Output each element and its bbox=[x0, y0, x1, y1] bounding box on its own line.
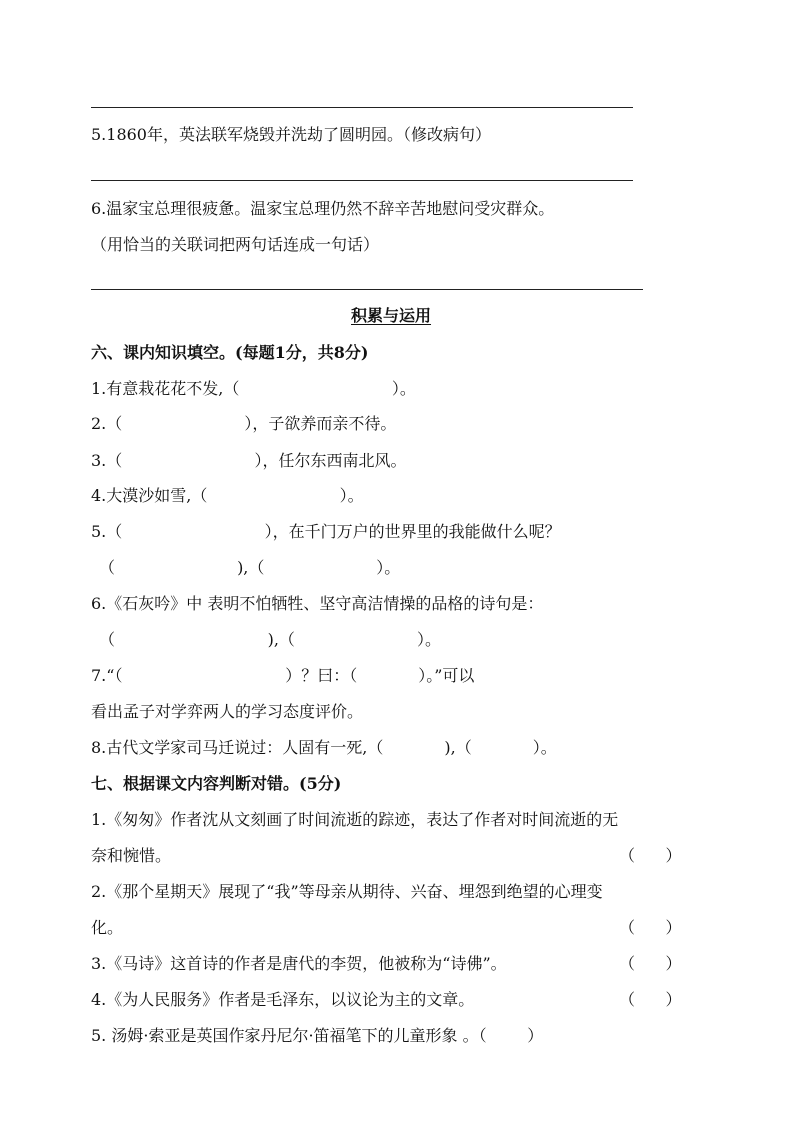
s7-q2-line2: 化。 bbox=[91, 918, 124, 937]
s6-q5-line1: 5.（ ），在千门万户的世界里的我能做什么呢？ bbox=[91, 522, 561, 541]
s6-q7-line1: 7.“（ ）？曰：（ ）。”可以 bbox=[91, 666, 475, 685]
s7-q5: 5. 汤姆·索亚是英国作家丹尼尔·笛福笔下的儿童形象 。（ ） bbox=[91, 1026, 544, 1045]
s6-q2: 2.（ ），子欲养而亲不待。 bbox=[91, 414, 397, 433]
section-6-heading: 六、课内知识填空。(每题1分，共8分) bbox=[91, 343, 369, 362]
s7-q4-paren: （ ） bbox=[619, 990, 682, 1009]
s7-q2-paren: （ ） bbox=[619, 918, 682, 937]
s7-q1-line2: 奈和惋惜。 bbox=[91, 846, 172, 865]
prev-q5: 5.1860年，英法联军烧毁并洗劫了圆明园。（修改病句） bbox=[91, 125, 491, 144]
s7-q3-paren: （ ） bbox=[619, 954, 682, 973]
s6-q6-line2: （ ),（ ）。 bbox=[99, 630, 441, 649]
s7-q3: 3.《马诗》这首诗的作者是唐代的李贺，他被称为“诗佛”。 bbox=[91, 954, 507, 973]
s6-q5-line2: （ ),（ ）。 bbox=[99, 558, 401, 577]
answer-line-2 bbox=[91, 180, 633, 181]
s6-q6-line1: 6.《石灰吟》中 表明不怕牺牲、坚守高洁情操的品格的诗句是： bbox=[91, 594, 544, 613]
section-7-heading: 七、根据课文内容判断对错。(5分) bbox=[91, 774, 342, 793]
s6-q4: 4.大漠沙如雪,（ ）。 bbox=[91, 486, 364, 505]
answer-line-1 bbox=[91, 107, 633, 108]
s6-q3: 3.（ ），任尔东西南北风。 bbox=[91, 451, 407, 470]
prev-q6-line1: 6.温家宝总理很疲惫。温家宝总理仍然不辞辛苦地慰问受灾群众。 bbox=[91, 199, 555, 218]
answer-line-3 bbox=[91, 289, 643, 290]
s7-q1-paren: （ ） bbox=[619, 846, 682, 865]
s7-q2-line1: 2.《那个星期天》展现了“我”等母亲从期待、兴奋、埋怨到绝望的心理变 bbox=[91, 882, 603, 901]
s6-q7-line2: 看出孟子对学弈两人的学习态度评价。 bbox=[91, 702, 364, 721]
s6-q1: 1.有意栽花花不发,（ ）。 bbox=[91, 379, 416, 398]
s7-q4: 4.《为人民服务》作者是毛泽东，以议论为主的文章。 bbox=[91, 990, 475, 1009]
section-title: 积累与运用 bbox=[351, 306, 432, 325]
prev-q6-line2: （用恰当的关联词把两句话连成一句话） bbox=[91, 235, 380, 254]
s7-q1-line1: 1.《匆匆》作者沈从文刻画了时间流逝的踪迹，表达了作者对时间流逝的无 bbox=[91, 810, 619, 829]
s6-q8: 8.古代文学家司马迁说过：人固有一死,（ ),（ ）。 bbox=[91, 738, 557, 757]
